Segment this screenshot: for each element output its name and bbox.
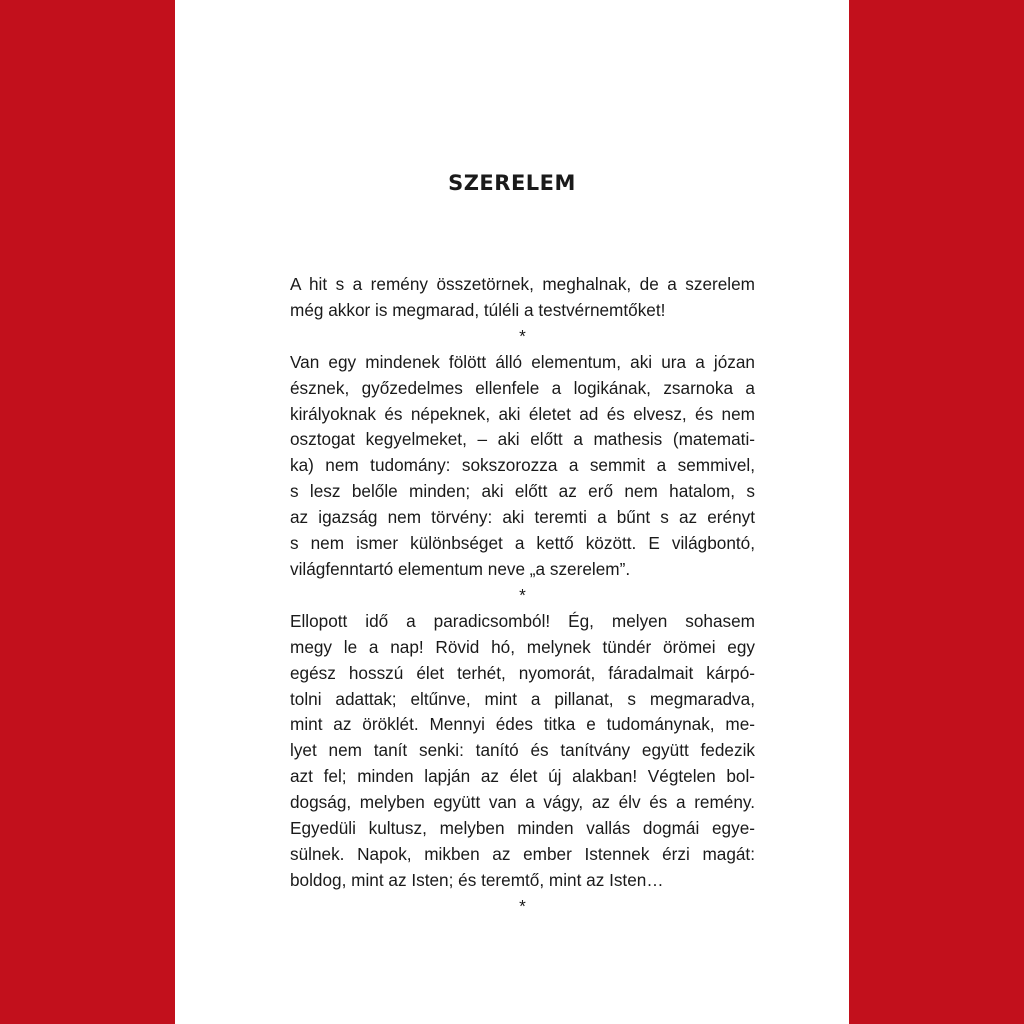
text-line: királyoknak és népeknek, aki életet ad és elvesz, és nem: [290, 403, 755, 424]
text-line: A hit s a remény összetörnek, meghalnak, de a szerelem: [290, 274, 755, 294]
body-text: [290, 272, 755, 920]
text-line: Van egy mindenek fölött álló elementum, aki ura a józan: [290, 351, 755, 372]
text-line: s lesz belőle minden; aki előtt az erő nem hatalom, s: [290, 481, 755, 502]
page-title: SZERELEM: [448, 171, 576, 195]
text-line: észnek, győzedelmes ellenfele a logikának, zsarnoka a: [290, 377, 755, 398]
text-line: sülnek. Napok, mikben az ember Istennek érzi magát:: [290, 843, 755, 864]
left-red-border: [0, 0, 175, 1024]
text-line: s nem ismer különbséget a kettő között. E világbontó,: [290, 533, 755, 554]
text-line: megy le a nap! Rövid hó, melynek tündér örömei egy: [290, 636, 755, 657]
text-line: még akkor is megmarad, túléli a testvérnemtőket!: [290, 299, 666, 320]
text-line: tolni adattak; eltűnve, mint a pillanat, s megmaradva,: [290, 688, 755, 709]
right-red-border: [849, 0, 1024, 1024]
page: [175, 0, 849, 1024]
text-line: mint az öröklét. Mennyi édes titka e tudománynak, me-: [290, 714, 755, 735]
text-line: lyet nem tanít senki: tanító és tanítvány együtt fedezik: [290, 740, 755, 761]
text-line: Egyedüli kultusz, melyben minden vallás dogmái egye-: [290, 818, 755, 839]
text-line: osztogat kegyelmeket, – aki előtt a mathesis (matemati-: [290, 429, 755, 450]
section-separator: *: [519, 584, 526, 605]
text-line: ka) nem tudomány: sokszorozza a semmit a semmivel,: [290, 455, 755, 476]
text-line: világfenntartó elementum neve „a szerelem”.: [290, 558, 631, 579]
text-line: egész hosszú élet terhét, nyomorát, fáradalmait kárpó-: [290, 662, 755, 683]
section-separator: *: [519, 325, 526, 346]
text-line: az igazság nem törvény: aki teremti a bűnt s az erényt: [290, 507, 755, 528]
text-line: azt fel; minden lapján az élet új alakban! Végtelen bol-: [290, 766, 755, 787]
section-separator: *: [519, 895, 526, 916]
text-line: Ellopott idő a paradicsomból! Ég, melyen sohasem: [290, 610, 755, 631]
text-line: dogság, melyben együtt van a vágy, az élv és a remény.: [290, 792, 755, 813]
text-line: boldog, mint az Isten; és teremtő, mint az Isten…: [290, 869, 664, 890]
